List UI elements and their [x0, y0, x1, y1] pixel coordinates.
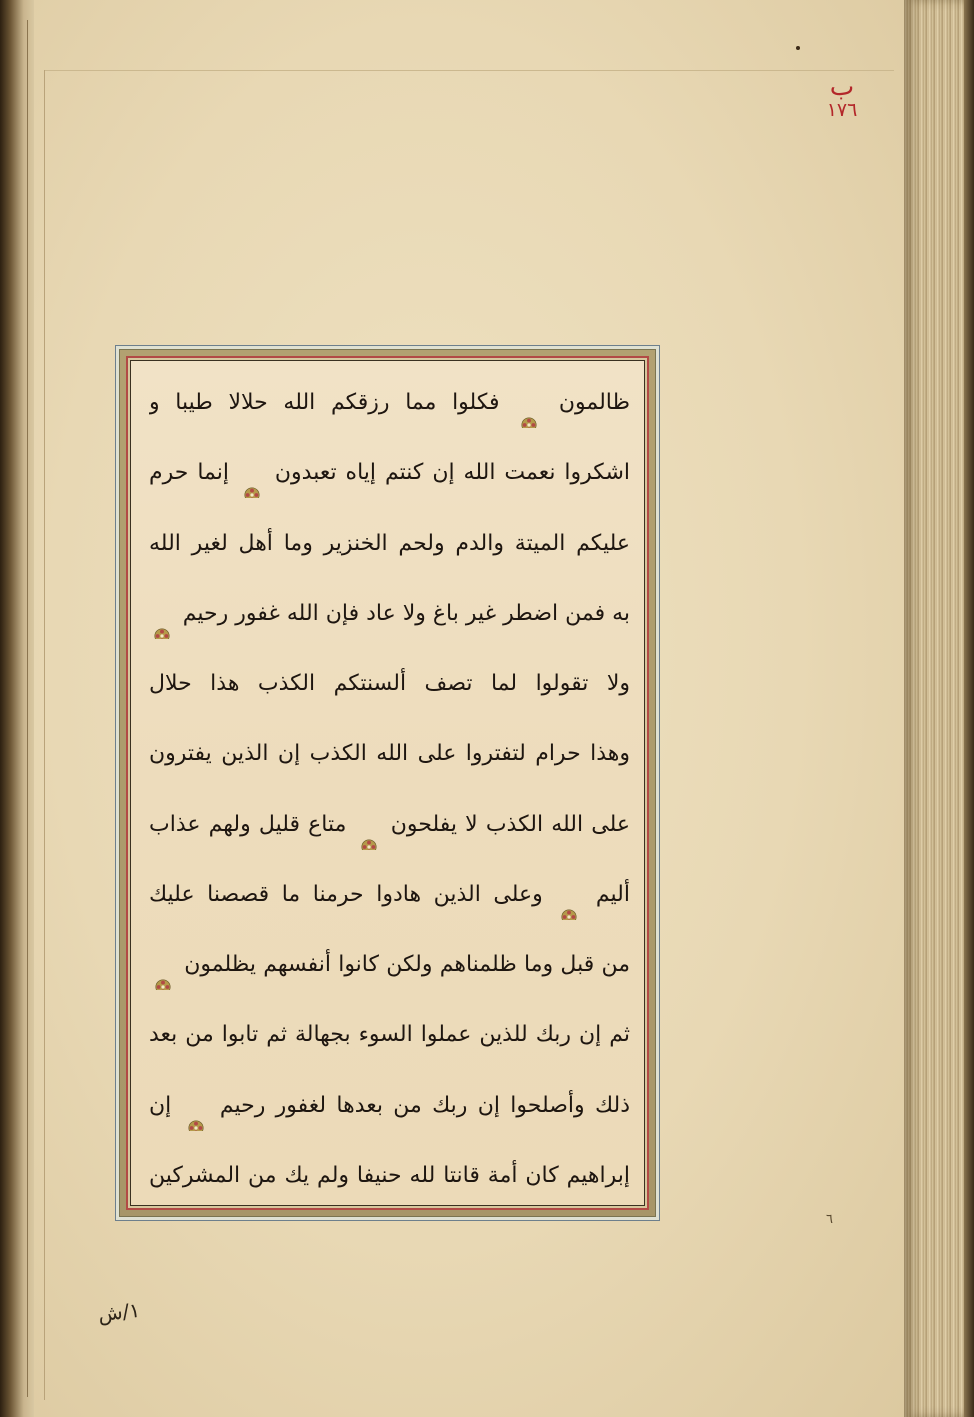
text-line: وهذا حرام لتفتروا على الله الكذب إن الذين يفترون [149, 741, 630, 767]
verse-rosette-icon [244, 465, 260, 481]
text-line: ظالمون فكلوا مما رزقكم الله حلالا طيبا و [149, 365, 630, 428]
red-frame-rule [126, 356, 649, 1210]
gold-frame-band [119, 349, 656, 1217]
text-line: ولا تقولوا لما تصف ألسنتكم الكذب هذا حلال [149, 671, 630, 697]
text-line: من قبل وما ظلمناهم ولكن كانوا أنفسهم يظلمون [149, 927, 630, 990]
text-line: أليم وعلى الذين هادوا حرمنا ما قصصنا عليك [149, 857, 630, 920]
page-border-left [44, 70, 45, 1400]
folio-letter: ب [829, 72, 855, 102]
quran-text [149, 365, 630, 1201]
verse-rosette-icon [154, 606, 170, 622]
folio-number [812, 74, 872, 121]
text-line: إبراهيم كان أمة قانتا لله حنيفا ولم يك من المشركين [149, 1162, 630, 1188]
page-stack-edge [904, 0, 974, 1417]
left-page-edge [0, 0, 34, 1417]
text-panel [130, 360, 645, 1206]
page-border-top [44, 70, 894, 71]
verse-rosette-icon [561, 887, 577, 903]
verse-rosette-icon [155, 957, 171, 973]
verse-rosette-icon [521, 395, 537, 411]
text-line: اشكروا نعمت الله إن كنتم إياه تعبدون إنما حرم [149, 435, 630, 498]
side-mark: ٦ [826, 1212, 833, 1227]
ink-dot [796, 46, 800, 50]
text-line: عليكم الميتة والدم ولحم الخنزير وما أهل لغير الله [149, 530, 630, 556]
margin-note: ١/ش [96, 1297, 142, 1327]
verse-rosette-icon [188, 1098, 204, 1114]
folio-digits: ١٧٦ [826, 99, 858, 122]
text-line: ثم إن ربك للذين عملوا السوء بجهالة ثم تابوا من بعد [149, 1022, 630, 1048]
text-line: ذلك وأصلحوا إن ربك من بعدها لغفور رحيم إن [149, 1068, 630, 1131]
text-block-frame [115, 345, 660, 1221]
verse-rosette-icon [361, 817, 377, 833]
text-line: به فمن اضطر غير باغ ولا عاد فإن الله غفور رحيم [149, 576, 630, 639]
text-line: على الله الكذب لا يفلحون متاع قليل ولهم عذاب [149, 787, 630, 850]
